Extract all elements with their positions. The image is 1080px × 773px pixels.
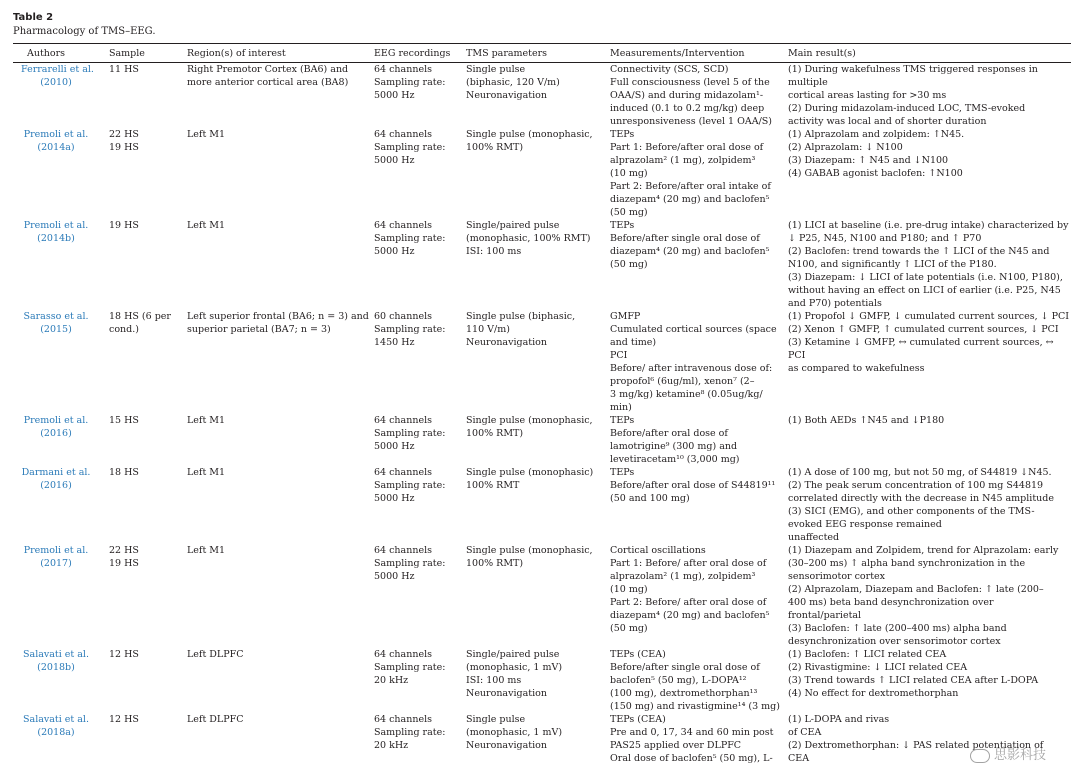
cell-authors-line: Salavati et al.	[23, 649, 89, 660]
cell-result-line: without having an effect on LICI of earlier (i.e. P25, N45	[788, 285, 1061, 296]
cell-sample-line: 12 HS	[109, 714, 139, 725]
cell-result-line: activity was local and of shorter duration	[788, 116, 987, 127]
cell-tms-line: ISI: 100 ms	[466, 675, 522, 686]
cell-result-line: (1) A dose of 100 mg, but not 50 mg, of S44819 ↓N45.	[788, 467, 1052, 478]
cell-result	[778, 648, 1071, 713]
cell-eeg-line: 1450 Hz	[374, 337, 415, 348]
cell-result-line: (2) Baclofen: trend towards the ↑ LICI of the N45 and	[788, 246, 1050, 257]
cell-eeg	[364, 544, 456, 648]
cell-result-line: (1) Both AEDs ↑N45 and ↓P180	[788, 415, 945, 426]
cell-result-line: (2) Alprazolam: ↓ N100	[788, 142, 903, 153]
cell-measure-line: TEPs	[610, 415, 635, 426]
cell-tms	[456, 128, 600, 219]
cell-result-line: (1) During wakefulness TMS triggered responses in	[788, 64, 1038, 75]
cell-authors	[13, 63, 99, 128]
cell-result-line: of CEA	[788, 727, 822, 738]
cell-region-line: Left M1	[187, 545, 226, 556]
col-header-sample: Sample	[109, 48, 145, 59]
cell-measure-line: 3 mg/kg) ketamine⁸ (0.05ug/kg/	[610, 389, 763, 400]
cell-authors-line: (2014a)	[37, 142, 75, 153]
cell-region-line: Left DLPFC	[187, 714, 244, 725]
cell-result-line: 400 ms) beta band desynchronization over	[788, 597, 994, 608]
cell-region-line: more anterior cortical area (BA8)	[187, 77, 349, 88]
cell-tms	[456, 544, 600, 648]
cell-measure-line: and time)	[610, 337, 657, 348]
cell-eeg-line: 20 kHz	[374, 675, 409, 686]
cell-result-line: (1) Diazepam and Zolpidem, trend for Alprazolam: early	[788, 545, 1059, 556]
cell-measure-line: (150 mg) and rivastigmine¹⁴ (3 mg)	[610, 701, 780, 712]
cell-authors-line: (2010)	[40, 77, 72, 88]
cell-region-line: Left superior frontal (BA6; n = 3) and	[187, 311, 369, 322]
cell-measure-line: Before/ after intravenous dose of:	[610, 363, 773, 374]
cell-measure-line: (100 mg), dextromethorphan¹³	[610, 688, 758, 699]
cell-measure-line: Full consciousness (level 5 of the	[610, 77, 770, 88]
cell-tms	[456, 414, 600, 466]
cell-measure	[600, 128, 778, 219]
cell-result	[778, 63, 1071, 128]
cell-measure-line: Cortical oscillations	[610, 545, 706, 556]
cell-result-line: (3) Baclofen: ↑ late (200–400 ms) alpha band	[788, 623, 1007, 634]
cell-authors-line: (2018b)	[37, 662, 75, 673]
cell-authors-line: Salavati et al.	[23, 714, 89, 725]
cell-eeg-line: 60 channels	[374, 311, 432, 322]
col-header-eeg: EEG recordings	[374, 48, 451, 59]
cell-tms-line: Single pulse (biphasic,	[466, 311, 576, 322]
col-header-authors: Authors	[27, 48, 66, 59]
cell-sample-line: 19 HS	[109, 142, 139, 153]
cell-measure-line: lamotrigine⁹ (300 mg) and	[610, 441, 738, 452]
cell-tms	[456, 713, 600, 773]
cell-measure	[600, 310, 778, 414]
cell-measure-line: (10 mg)	[610, 584, 648, 595]
cell-eeg-line: Sampling rate:	[374, 77, 446, 88]
cell-measure-line: Part 1: Before/after oral dose of	[610, 142, 764, 153]
cell-eeg-line: 64 channels	[374, 64, 432, 75]
cell-result-line: (2) The peak serum concentration of 100 mg S44819	[788, 480, 1044, 491]
cell-result-line: multiple	[788, 77, 828, 88]
cell-result-line: unaffected	[788, 532, 840, 543]
cell-region	[177, 466, 364, 544]
cell-eeg-line: 5000 Hz	[374, 493, 415, 504]
cell-eeg-line: Sampling rate:	[374, 324, 446, 335]
cell-eeg-line: 5000 Hz	[374, 441, 415, 452]
cell-measure-line: unresponsiveness (level 1 OAA/S)	[610, 116, 773, 127]
cell-region	[177, 63, 364, 128]
cell-authors-line: Premoli et al.	[23, 129, 89, 140]
cell-authors	[13, 219, 99, 310]
cell-eeg-line: 64 channels	[374, 649, 432, 660]
cell-measure-line: Before/after oral dose of S44819¹¹	[610, 480, 776, 491]
cell-measure	[600, 713, 778, 773]
cell-tms-line: 100% RMT)	[466, 558, 524, 569]
cell-sample-line: 19 HS	[109, 558, 139, 569]
cell-region	[177, 648, 364, 713]
pharmacology-table	[13, 45, 1071, 773]
cell-tms	[456, 648, 600, 713]
cell-tms	[456, 219, 600, 310]
cell-eeg-line: Sampling rate:	[374, 428, 446, 439]
cell-eeg-line: Sampling rate:	[374, 233, 446, 244]
cell-tms-line: Single pulse (monophasic,	[466, 415, 593, 426]
cell-result	[778, 310, 1071, 414]
cell-authors-line: (2018a)	[37, 727, 75, 738]
cell-eeg-line: 64 channels	[374, 714, 432, 725]
cell-result-line: ↓ P25, N45, N100 and P180; and ↑ P70	[788, 233, 982, 244]
cell-measure-line: alprazolam² (1 mg), zolpidem³	[610, 571, 756, 582]
watermark	[970, 744, 1046, 763]
cell-authors	[13, 713, 99, 773]
cell-sample	[99, 544, 177, 648]
cell-authors-line: Ferrarelli et al.	[21, 64, 94, 75]
cell-measure-line: OAA/S) and during midazolam¹-	[610, 90, 764, 101]
cell-authors	[13, 128, 99, 219]
cell-measure-line: (50 mg)	[610, 207, 648, 218]
cell-eeg	[364, 219, 456, 310]
cell-authors-line: (2016)	[40, 428, 72, 439]
cell-sample-line: 15 HS	[109, 415, 139, 426]
col-header-measure: Measurements/Intervention	[610, 48, 745, 59]
cell-result-line: (3) Diazepam: ↓ LICI of late potentials (i.e. N100, P180),	[788, 272, 1063, 283]
cell-result-line: sensorimotor cortex	[788, 571, 885, 582]
cell-tms-line: 110 V/m)	[466, 324, 510, 335]
table-row	[13, 648, 1071, 713]
cell-measure-line: PAS25 applied over DLPFC	[610, 740, 742, 751]
cell-eeg-line: 64 channels	[374, 129, 432, 140]
table-label: Table 2	[13, 12, 54, 23]
cell-result-line: (3) Trend towards ↑ LICI related CEA after L-DOPA	[788, 675, 1039, 686]
cell-measure-line: TEPs (CEA)	[610, 649, 666, 660]
cell-measure-line: min)	[610, 402, 632, 413]
header-row	[13, 45, 1071, 63]
cell-region-line: Left M1	[187, 129, 226, 140]
cell-tms-line: Single pulse (monophasic)	[466, 467, 594, 478]
cell-result-line: and P70) potentials	[788, 298, 882, 309]
cell-result-line: (3) Ketamine ↓ GMFP, ↔ cumulated current sources, ↔	[788, 337, 1054, 348]
cell-measure-line: (10 mg)	[610, 168, 648, 179]
cell-measure-line: Connectivity (SCS, SCD)	[610, 64, 729, 75]
cell-tms-line: (monophasic, 1 mV)	[466, 662, 563, 673]
cell-region-line: Left M1	[187, 415, 226, 426]
cell-result	[778, 414, 1071, 466]
cell-measure	[600, 544, 778, 648]
cell-result-line: (2) Rivastigmine: ↓ LICI related CEA	[788, 662, 968, 673]
cell-tms-line: 100% RMT)	[466, 142, 524, 153]
cell-sample-line: 22 HS	[109, 129, 139, 140]
cell-tms-line: Neuronavigation	[466, 740, 547, 751]
cell-measure	[600, 466, 778, 544]
cell-tms-line: Single/paired pulse	[466, 649, 560, 660]
cell-tms-line: (monophasic, 100% RMT)	[466, 233, 591, 244]
cell-eeg	[364, 713, 456, 773]
cell-measure-line: baclofen⁵ (50 mg), L-DOPA¹²	[610, 675, 747, 686]
cell-eeg-line: 5000 Hz	[374, 155, 415, 166]
cell-eeg-line: 20 kHz	[374, 740, 409, 751]
table-row	[13, 219, 1071, 310]
cell-eeg	[364, 128, 456, 219]
cell-measure-line: TEPs	[610, 467, 635, 478]
cell-authors-line: Premoli et al.	[23, 545, 89, 556]
cell-region-line: Left DLPFC	[187, 649, 244, 660]
cell-eeg-line: Sampling rate:	[374, 727, 446, 738]
cell-authors-line: (2014b)	[37, 233, 75, 244]
cell-measure-line: induced (0.1 to 0.2 mg/kg) deep	[610, 103, 765, 114]
cell-tms-line: Neuronavigation	[466, 90, 547, 101]
cell-sample-line: 19 HS	[109, 220, 139, 231]
cell-eeg-line: 5000 Hz	[374, 246, 415, 257]
cell-tms	[456, 63, 600, 128]
cell-sample-line: 12 HS	[109, 649, 139, 660]
cell-authors	[13, 310, 99, 414]
cell-result-line: (1) LICI at baseline (i.e. pre-drug intake) characterized by	[788, 220, 1069, 231]
cell-result-line: cortical areas lasting for >30 ms	[788, 90, 947, 101]
cell-measure-line: Pre and 0, 17, 34 and 60 min post	[610, 727, 774, 738]
cell-result-line: (2) Alprazolam, Diazepam and Baclofen: ↑ late (200–	[788, 584, 1044, 595]
cell-authors	[13, 544, 99, 648]
cell-authors-line: Darmani et al.	[21, 467, 91, 478]
cell-result-line: (3) SICI (EMG), and other components of the TMS-	[788, 506, 1035, 517]
cell-sample-line: cond.)	[109, 324, 139, 335]
table-caption: Pharmacology of TMS–EEG.	[13, 26, 156, 37]
cell-tms-line: Single pulse	[466, 64, 526, 75]
cell-region-line: Right Premotor Cortex (BA6) and	[187, 64, 349, 75]
cell-tms-line: Single/paired pulse	[466, 220, 560, 231]
cell-eeg	[364, 63, 456, 128]
cell-region-line: Left M1	[187, 220, 226, 231]
cell-result-line: CEA	[788, 753, 810, 764]
top-rule	[13, 43, 1071, 44]
cell-measure-line: (50 mg)	[610, 259, 648, 270]
cell-tms-line: ISI: 100 ms	[466, 246, 522, 257]
cell-result	[778, 544, 1071, 648]
cell-measure-line: Before/after single oral dose of	[610, 662, 760, 673]
cell-measure	[600, 63, 778, 128]
cell-tms-line: Neuronavigation	[466, 337, 547, 348]
cell-result-line: frontal/parietal	[788, 610, 862, 621]
cell-region	[177, 310, 369, 414]
cell-measure-line: Part 2: Before/after oral intake of	[610, 181, 771, 192]
cell-result-line: (2) Dextromethorphan: ↓ PAS related potentiation of	[788, 740, 1044, 751]
table-row	[13, 414, 1071, 466]
cell-eeg-line: Sampling rate:	[374, 662, 446, 673]
cell-result-line: (30–200 ms) ↑ alpha band synchronization in the	[788, 558, 1026, 569]
cell-measure-line: alprazolam² (1 mg), zolpidem³	[610, 155, 756, 166]
cell-authors-line: (2017)	[40, 558, 72, 569]
cell-result-line: N100, and significantly ↑ LICI of the P180.	[788, 259, 997, 270]
col-header-region: Region(s) of interest	[187, 48, 286, 59]
cell-sample	[99, 466, 177, 544]
col-header-tms: TMS parameters	[466, 48, 548, 59]
cell-measure-line: Part 1: Before/ after oral dose of	[610, 558, 767, 569]
cell-result-line: (2) Xenon ↑ GMFP, ↑ cumulated current sources, ↓ PCI	[788, 324, 1059, 335]
cell-measure-line: TEPs	[610, 129, 635, 140]
cell-eeg-line: 5000 Hz	[374, 90, 415, 101]
cell-sample	[99, 310, 177, 414]
cell-result	[778, 466, 1071, 544]
cell-measure-line: propofol⁶ (6ug/ml), xenon⁷ (2–	[610, 376, 755, 387]
cell-result-line: (3) Diazepam: ↑ N45 and ↓N100	[788, 155, 949, 166]
cell-eeg-line: Sampling rate:	[374, 558, 446, 569]
cell-measure-line: PCI	[610, 350, 628, 361]
cell-tms	[456, 310, 600, 414]
cell-eeg	[364, 648, 456, 713]
cell-measure-line: Before/after oral dose of	[610, 428, 728, 439]
cell-result-line: as compared to wakefulness	[788, 363, 925, 374]
cell-region	[177, 414, 364, 466]
cell-eeg-line: Sampling rate:	[374, 480, 446, 491]
cell-measure-line: diazepam⁴ (20 mg) and baclofen⁵	[610, 194, 770, 205]
cell-sample	[99, 713, 177, 773]
cell-measure-line: Part 2: Before/ after oral dose of	[610, 597, 767, 608]
cell-tms-line: Single pulse (monophasic,	[466, 129, 593, 140]
cell-measure	[600, 219, 778, 310]
cell-sample-line: 18 HS (6 per	[109, 311, 171, 322]
cell-measure-line: Before/after single oral dose of	[610, 233, 760, 244]
cell-measure	[600, 648, 778, 713]
cell-sample-line: 11 HS	[109, 64, 139, 75]
cell-authors-line: (2015)	[40, 324, 72, 335]
cell-tms	[456, 466, 600, 544]
cell-sample	[99, 219, 177, 310]
cell-result-line: PCI	[788, 350, 806, 361]
cell-result	[778, 713, 1071, 773]
cell-authors-line: Premoli et al.	[23, 220, 89, 231]
cell-tms-line: 100% RMT	[466, 480, 520, 491]
cell-region	[177, 128, 364, 219]
cell-measure-line: diazepam⁴ (20 mg) and baclofen⁵	[610, 610, 770, 621]
cell-result-line: correlated directly with the decrease in N45 amplitude	[788, 493, 1054, 504]
cell-measure	[600, 414, 778, 466]
table-row	[13, 63, 1071, 128]
cell-eeg-line: 64 channels	[374, 415, 432, 426]
cell-region-line: Left M1	[187, 467, 226, 478]
cell-measure-line: levetiracetam¹⁰ (3,000 mg)	[610, 454, 740, 465]
cell-measure-line: diazepam⁴ (20 mg) and baclofen⁵	[610, 246, 770, 257]
wechat-icon	[970, 749, 990, 763]
cell-measure-line: (50 mg)	[610, 623, 648, 634]
cell-authors-line: Premoli et al.	[23, 415, 89, 426]
cell-result-line: evoked EEG response remained	[788, 519, 942, 530]
cell-sample	[99, 414, 177, 466]
cell-result-line: (1) Propofol ↓ GMFP, ↓ cumulated current sources, ↓ PCI	[788, 311, 1070, 322]
table-row	[13, 128, 1071, 219]
table-row	[13, 310, 1071, 414]
cell-eeg-line: Sampling rate:	[374, 142, 446, 153]
cell-tms-line: Single pulse	[466, 714, 526, 725]
cell-tms-line: (monophasic, 1 mV)	[466, 727, 563, 738]
cell-result	[778, 219, 1071, 310]
col-header-result: Main result(s)	[788, 48, 856, 59]
cell-measure-line: Oral dose of baclofen⁵ (50 mg), L-	[610, 753, 773, 764]
cell-measure-line: Cumulated cortical sources (space	[610, 324, 777, 335]
cell-eeg	[364, 466, 456, 544]
cell-result	[778, 128, 1071, 219]
cell-authors-line: (2016)	[40, 480, 72, 491]
cell-region	[177, 713, 364, 773]
table-row	[13, 466, 1071, 544]
cell-eeg-line: 64 channels	[374, 545, 432, 556]
cell-result-line: desynchronization over sensorimotor cortex	[788, 636, 1001, 647]
cell-result-line: (1) Alprazolam and zolpidem: ↑N45.	[788, 129, 965, 140]
cell-authors	[13, 648, 99, 713]
cell-result-line: (1) Baclofen: ↑ LICI related CEA	[788, 649, 947, 660]
cell-authors	[13, 414, 99, 466]
table-row	[13, 713, 1071, 773]
cell-result-line: (2) During midazolam-induced LOC, TMS-evoked	[788, 103, 1026, 114]
cell-measure-line: TEPs (CEA)	[610, 714, 666, 725]
cell-eeg-line: 64 channels	[374, 467, 432, 478]
cell-measure-line: TEPs	[610, 220, 635, 231]
cell-sample-line: 22 HS	[109, 545, 139, 556]
cell-eeg	[364, 310, 456, 414]
cell-tms-line: (biphasic, 120 V/m)	[466, 77, 560, 88]
cell-tms-line: Neuronavigation	[466, 688, 547, 699]
cell-authors	[13, 466, 99, 544]
watermark-text: 思影科技	[993, 748, 1046, 763]
cell-measure-line: GMFP	[610, 311, 641, 322]
table-row	[13, 544, 1071, 648]
cell-authors-line: Sarasso et al.	[23, 311, 89, 322]
cell-result-line: (1) L-DOPA and rivas	[788, 714, 890, 725]
cell-eeg	[364, 414, 456, 466]
cell-sample	[99, 63, 177, 128]
cell-region	[177, 544, 364, 648]
cell-tms-line: Single pulse (monophasic,	[466, 545, 593, 556]
cell-sample	[99, 648, 177, 713]
cell-measure-line: (50 and 100 mg)	[610, 493, 690, 504]
cell-eeg-line: 64 channels	[374, 220, 432, 231]
cell-sample	[99, 128, 177, 219]
cell-region-line: superior parietal (BA7; n = 3)	[187, 324, 331, 335]
cell-result-line: (4) GABAB agonist baclofen: ↑N100	[788, 168, 963, 179]
cell-eeg-line: 5000 Hz	[374, 571, 415, 582]
cell-region	[177, 219, 364, 310]
cell-tms-line: 100% RMT)	[466, 428, 524, 439]
cell-sample-line: 18 HS	[109, 467, 139, 478]
cell-result-line: (4) No effect for dextromethorphan	[788, 688, 959, 699]
